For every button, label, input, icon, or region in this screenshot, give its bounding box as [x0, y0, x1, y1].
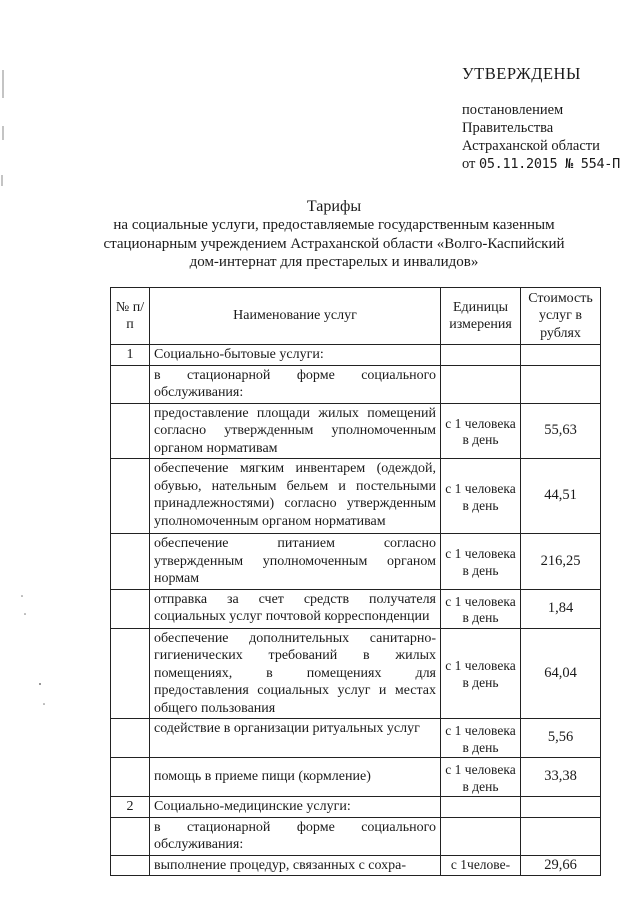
approval-date [462, 155, 620, 173]
row-number [111, 365, 150, 403]
row-price: 33,38 [521, 758, 601, 797]
row-number [111, 758, 150, 797]
subtitle-line: стационарным учреждением Астраханской области «Волго-Каспийский [103, 235, 565, 252]
row-unit [441, 365, 521, 403]
row-number [111, 459, 150, 534]
document-subtitle [60, 216, 608, 272]
row-unit: с 1 человека в день [441, 628, 521, 719]
row-number [111, 589, 150, 628]
row-price [521, 345, 601, 366]
row-price: 44,51 [521, 459, 601, 534]
table-row [111, 719, 601, 758]
subtitle-line: на социальные услуги, предоставляемые государственным казенным [113, 217, 555, 233]
row-unit: с 1 человека в день [441, 719, 521, 758]
table-row [111, 459, 601, 534]
row-name: Социально-медицинские услуги: [150, 797, 441, 818]
header-unit: Единицы измерения [441, 288, 521, 345]
row-number: 2 [111, 797, 150, 818]
subtitle-line: дом-интернат для престарелых и инвалидов» [189, 254, 479, 270]
row-number [111, 628, 150, 719]
row-number [111, 817, 150, 855]
table-row [111, 758, 601, 797]
approval-date-value: 05.11.2015 № 554-П [479, 156, 620, 172]
row-number [111, 534, 150, 590]
row-unit: с 1челове- [441, 855, 521, 876]
approval-line: постановлением [462, 102, 564, 118]
header-number: № п/п [111, 288, 150, 345]
row-number [111, 719, 150, 758]
table-row [111, 797, 601, 818]
row-name: помощь в приеме пищи (кормление) [150, 758, 441, 797]
header-name: Наименование услуг [150, 288, 441, 345]
row-name: обеспечение дополнительных санитарно-гигиенических требований в жилых помещениях, в помещениях для предоставления социальных услуг и местах общего пользования [150, 628, 441, 719]
row-name: отправка за счет средств получателя социальных услуг почтовой корреспонденции [150, 589, 441, 628]
table-row [111, 628, 601, 719]
row-unit: с 1 человека в день [441, 589, 521, 628]
row-unit: с 1 человека в день [441, 459, 521, 534]
row-unit: с 1 человека в день [441, 758, 521, 797]
table-row [111, 534, 601, 590]
row-price: 5,56 [521, 719, 601, 758]
row-name: в стационарной форме социального обслуживания: [150, 817, 441, 855]
approval-block [462, 101, 620, 173]
row-price: 55,63 [521, 403, 601, 459]
row-unit [441, 817, 521, 855]
table-row [111, 403, 601, 459]
table-row [111, 855, 601, 876]
table-row [111, 345, 601, 366]
row-price: 64,04 [521, 628, 601, 719]
row-name: обеспечение мягким инвентарем (одеждой, обувью, нательным бельем и постельными принадлежностями) согласно утвержденным уполномоченным органом нормативам [150, 459, 441, 534]
row-price: 216,25 [521, 534, 601, 590]
row-unit: с 1 человека в день [441, 403, 521, 459]
approval-line: Астраханской области [462, 138, 600, 154]
row-unit [441, 345, 521, 366]
table-row [111, 365, 601, 403]
row-price: 29,66 [521, 855, 601, 876]
document-title: Тарифы [306, 198, 362, 215]
row-number: 1 [111, 345, 150, 366]
row-name: в стационарной форме социального обслуживания: [150, 365, 441, 403]
row-name: предоставление площади жилых помещений согласно утвержденным уполномоченным органом нормативам [150, 403, 441, 459]
row-name: обеспечение питанием согласно утвержденным уполномоченным органом нормам [150, 534, 441, 590]
row-price: 1,84 [521, 589, 601, 628]
row-name: содействие в организации ритуальных услуг [150, 719, 441, 758]
header-price: Стоимость услуг в рублях [521, 288, 601, 345]
row-price [521, 817, 601, 855]
approval-heading: УТВЕРЖДЕНЫ [462, 64, 581, 83]
row-name: выполнение процедур, связанных с сохра- [150, 855, 441, 876]
row-unit [441, 797, 521, 818]
row-price [521, 365, 601, 403]
approval-date-prefix: от [462, 156, 476, 172]
row-unit: с 1 человека в день [441, 534, 521, 590]
row-price [521, 797, 601, 818]
row-name: Социально-бытовые услуги: [150, 345, 441, 366]
table-row [111, 817, 601, 855]
row-number [111, 855, 150, 876]
row-number [111, 403, 150, 459]
tariff-table [110, 287, 601, 876]
table-header-row [111, 288, 601, 345]
approval-line: Правительства [462, 120, 554, 136]
table-row [111, 589, 601, 628]
